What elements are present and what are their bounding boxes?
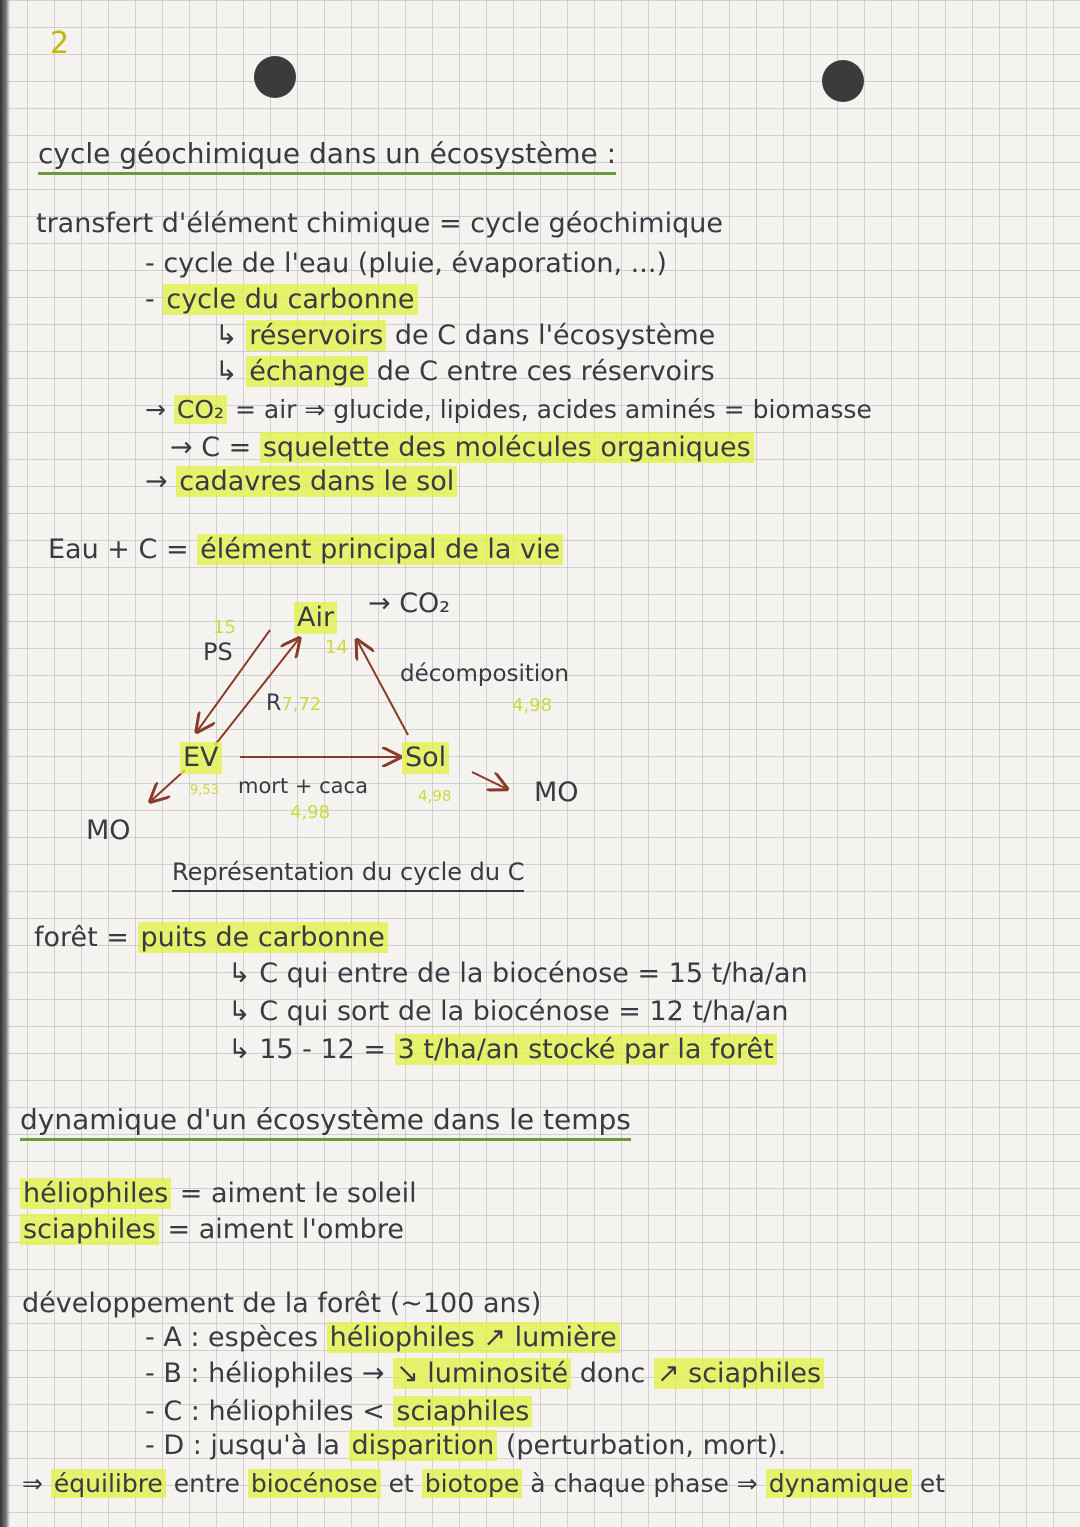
diagram-caption: Représentation du cycle du C [172,856,524,892]
node-air: Air [294,602,337,634]
arrow: → [145,395,166,424]
text: - D : jusqu'à la [145,1430,340,1461]
arrow: ⇒ [22,1469,43,1498]
highlight-equilibre: équilibre [51,1469,166,1498]
mort-caca-label: mort + caca [238,774,368,798]
text: Eau + C = [48,534,189,565]
highlight-biotope: biotope [422,1469,522,1498]
arrow-ev-mo [152,770,185,800]
ev-value: 9,53 [190,783,219,798]
line-phase-d [145,1430,786,1462]
air-value: 14 [325,637,348,658]
text: = aiment le soleil [179,1178,417,1209]
highlight-stock: 3 t/ha/an stocké par la forêt [395,1034,777,1065]
highlight-phase-c: sciaphiles [393,1396,532,1427]
decomposition-label: décomposition [400,661,569,687]
text: de C dans l'écosystème [394,320,716,351]
text: = aiment l'ombre [167,1214,404,1245]
mo-right: MO [534,777,579,808]
sub-arrow: ↳ [215,356,238,387]
text: = air ⇒ glucide, lipides, acides aminés = biomasse [235,395,872,424]
line-phase-c [145,1396,532,1428]
highlight-co2: CO₂ [174,395,227,424]
page-number: 2 [50,26,70,61]
line-c-sort: ↳ C qui sort de la biocénose = 12 t/ha/an [228,996,789,1027]
highlight-luminosite: ↘ luminosité [393,1358,571,1389]
mo-left: MO [86,815,131,846]
section-title-dynamique: dynamique d'un écosystème dans le temps [20,1104,631,1141]
text: entre [173,1469,240,1498]
highlight-reservoirs: réservoirs [246,320,386,351]
text: forêt = [34,922,129,953]
mort-value: 4,98 [290,802,331,823]
section-title-cycle: cycle géochimique dans un écosystème : [38,138,616,175]
text: → C = [170,432,252,463]
ps-value: 15 [213,617,236,638]
highlight-dynamique: dynamique [766,1469,912,1498]
line-cycle-eau: - cycle de l'eau (pluie, évaporation, ...) [145,248,667,279]
text: à chaque phase ⇒ [530,1469,758,1498]
node-ev: EV [180,742,222,774]
sol-value: 4,98 [418,787,452,805]
node-sol: Sol [402,742,449,774]
highlight-biocenose: biocénose [248,1469,381,1498]
text: - B : héliophiles → [145,1358,385,1389]
line-developpement: développement de la forêt (~100 ans) [22,1288,542,1319]
line-phase-b [145,1358,824,1390]
arrow: → [145,466,168,497]
line-equilibre [22,1468,945,1500]
co2-label: → CO₂ [368,588,451,619]
highlight-puits: puits de carbonne [138,922,388,953]
highlight-echange: échange [246,356,368,387]
line-transfert: transfert d'élément chimique = cycle géochimique [36,208,723,239]
text: et [388,1469,414,1498]
line-sciaphiles [20,1214,404,1246]
text: ↳ 15 - 12 = [228,1034,387,1065]
highlight-cycle-carbone: cycle du carbonne [163,284,417,315]
dash: - [145,284,155,315]
text: de C entre ces réservoirs [376,356,715,387]
line-foret [34,922,388,954]
text: - A : espèces [145,1322,319,1353]
line-heliophiles [20,1178,417,1210]
sub-arrow: ↳ [215,320,238,351]
arrow-sol-mo [472,772,505,788]
text: et [919,1469,946,1498]
highlight-phase-a: héliophiles ↗ lumière [327,1322,620,1353]
r-label [266,688,321,721]
highlight-heliophiles: héliophiles [20,1178,171,1209]
line-c-entre: ↳ C qui entre de la biocénose = 15 t/ha/an [228,958,808,989]
highlight-sciaphiles-up: ↗ sciaphiles [654,1358,824,1389]
decomposition-value: 4,98 [512,695,553,716]
line-phase-a [145,1322,620,1354]
r-value: 7,72 [281,694,322,715]
highlight-cadavres: cadavres dans le sol [176,466,457,497]
r-text: R [266,691,282,716]
highlight-disparition: disparition [349,1430,498,1461]
text: (perturbation, mort). [505,1430,787,1461]
highlight-squelette: squelette des molécules organiques [260,432,754,463]
text: donc [579,1358,646,1389]
highlight-sciaphiles: sciaphiles [20,1214,159,1245]
text: - C : héliophiles < [145,1396,385,1427]
line-stock [228,1034,777,1066]
highlight-element-principal: élément principal de la vie [197,534,563,565]
ps-label: PS [203,638,233,666]
